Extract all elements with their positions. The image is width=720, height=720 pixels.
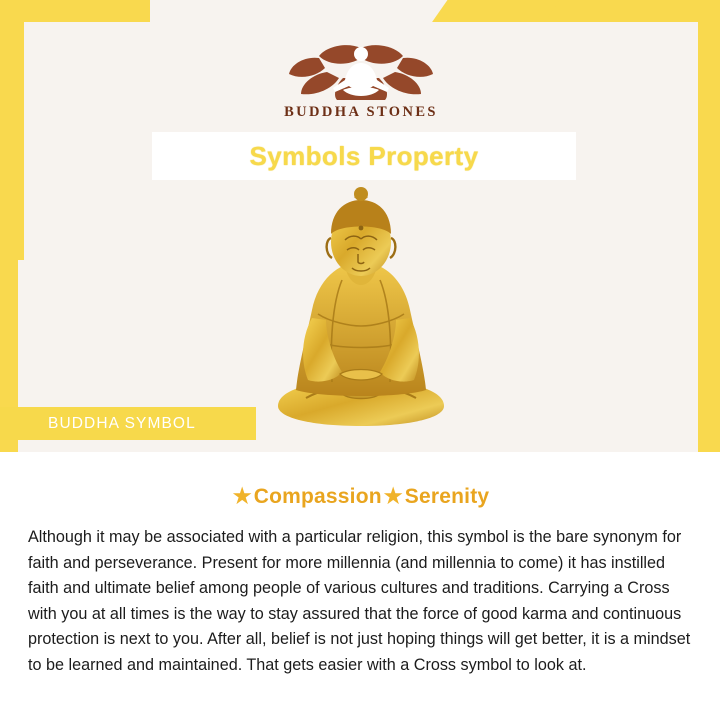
star-icon-right: ★ (383, 485, 403, 508)
symbol-tag-label: BUDDHA SYMBOL (48, 414, 196, 432)
description-block (0, 452, 720, 720)
content-panel (24, 22, 698, 720)
title-band (152, 132, 576, 180)
decor-frame-left-bar (0, 0, 24, 260)
page-title: Symbols Property (249, 140, 479, 171)
lotus-meditation-icon (277, 28, 445, 102)
keywords-headline (0, 484, 720, 509)
brand-logo (24, 28, 698, 121)
seated-buddha-illustration (246, 184, 476, 446)
description-paragraph: Although it may be associated with a particular religion, this symbol is the bare synonym for faith and perseverance. Present for more millennia (and millennia to come) it has instilled faith and ultimate belief among people of various cultures and traditions. Carrying a Cross with you at all times is the way to stay assured that the force of good karma and continuous protection is next to you. After all, belief is not just hoping things will get better, it is a mindset to be learned and maintained. That gets easier with a Cross symbol to look at. (28, 528, 691, 674)
decor-frame-top-right-bar (530, 0, 720, 22)
decor-frame-top-left-bar (0, 0, 150, 22)
keyword-serenity: Serenity (404, 485, 490, 508)
brand-name: BUDDHA STONES (284, 104, 438, 120)
decor-frame-right-bar (698, 0, 720, 470)
star-icon-left: ★ (232, 485, 252, 508)
symbol-tag (0, 407, 256, 440)
keyword-compassion: Compassion (253, 485, 382, 508)
